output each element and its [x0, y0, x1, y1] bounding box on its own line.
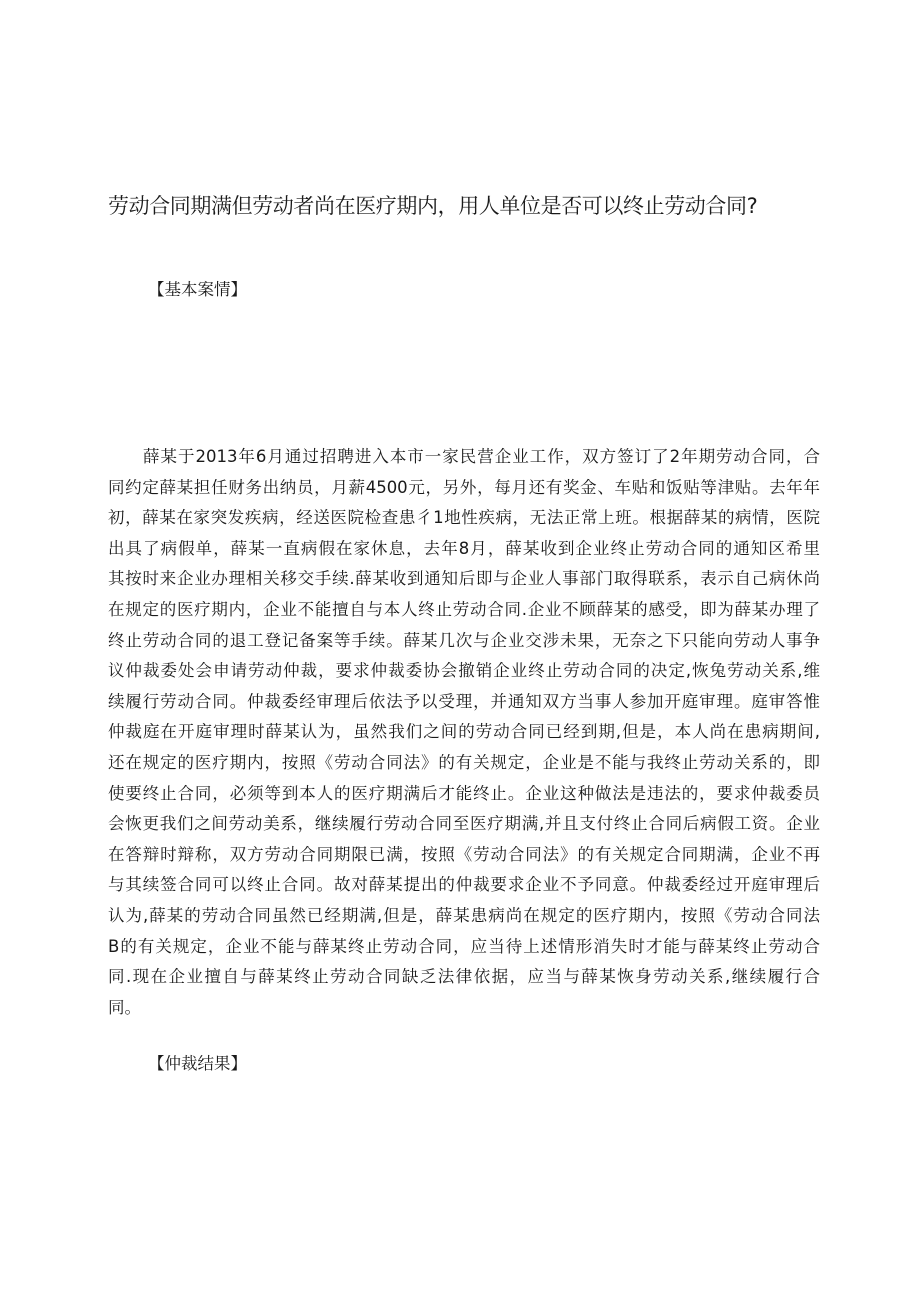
paragraph-line: 认为,薛某的劳动合同虽然已经期满,但是，薛某患病尚在规定的医疗期内，按照《劳动合同法 [108, 905, 820, 925]
section-heading-arbitration-result: 【仲裁结果】 [148, 1054, 247, 1073]
paragraph-line: 在答辩时辩称，双方劳动合同期限已满，按照《劳动合同法》的有关规定合同期满，企业不再 [108, 844, 820, 864]
section-heading-basic-facts: 【基本案情】 [148, 280, 247, 299]
paragraph-line: 薛某于2013年6月通过招聘进入本市一家民营企业工作，双方签订了2年期劳动合同，合 [143, 447, 820, 466]
paragraph-line: 同。 [108, 997, 141, 1017]
paragraph-line: 还在规定的医疗期内，按照《劳动合同法》的有关规定，企业是不能与我终止劳动关系的，即 [108, 752, 820, 772]
case-body-paragraph [108, 442, 820, 1023]
paragraph-line: 出具了病假单，薛某一直病假在家休息，去年8月，薛某收到企业终止劳动合同的通知区希里 [108, 538, 820, 558]
paragraph-line: 会恢更我们之间劳动美系，继续履行劳动合同至医疗期满,并且支付终止合同后病假工资。企业 [108, 814, 820, 834]
paragraph-line: B的有关规定，企业不能与薛某终止劳动合同，应当待上述情形消失时才能与薛某终止劳动合 [108, 936, 820, 956]
paragraph-line: 同.现在企业擅自与薛某终止劳动合同缺乏法律依据，应当与薛某恢身劳动关系,继续履行合 [108, 967, 820, 987]
paragraph-line: 在规定的医疗期内，企业不能擅自与本人终止劳动合同.企业不顾薛某的感受，即为薛某办理了 [108, 599, 820, 619]
paragraph-line: 与其续签合同可以终止合同。故对薛某提出的仲裁要求企业不予同意。仲裁委经过开庭审理后 [108, 875, 820, 895]
paragraph-line: 议仲裁委处会申请劳动仲裁，要求仲裁委协会撤销企业终止劳动合同的决定,恢兔劳动关系,维 [108, 661, 820, 681]
paragraph-line: 使要终止合同，必须等到本人的医疗期满后才能终止。企业这种做法是违法的，要求仲裁委员 [108, 783, 820, 803]
paragraph-line: 续履行劳动合同。仲裁委经审理后依法予以受理，并通知双方当事人参加开庭审理。庭审答惟 [108, 691, 820, 711]
paragraph-line: 同约定薛某担任财务出纳员，月薪4500元，另外，每月还有奖金、车贴和饭贴等津贴。去年年 [108, 477, 820, 497]
paragraph-line: 初，薛某在家突发疾病，经送医院检查患彳1地性疾病，无法正常上班。根据薛某的病情，医院 [108, 508, 820, 528]
paragraph-line: 终止劳动合同的退工登记备案等手续。薛某几次与企业交涉未果，无奈之下只能向劳动人事争 [108, 630, 820, 650]
paragraph-line: 仲裁庭在开庭审理时薛某认为，虽然我们之间的劳动合同已经到期,但是，本人尚在患病期间, [108, 722, 820, 742]
paragraph-line: 其按时来企业办理相关移交手续.薛某收到通知后即与企业人事部门取得联系，表示自己病休尚 [108, 569, 820, 589]
document-title: 劳动合同期满但劳动者尚在医疗期内，用人单位是否可以终止劳动合同? [108, 194, 758, 218]
